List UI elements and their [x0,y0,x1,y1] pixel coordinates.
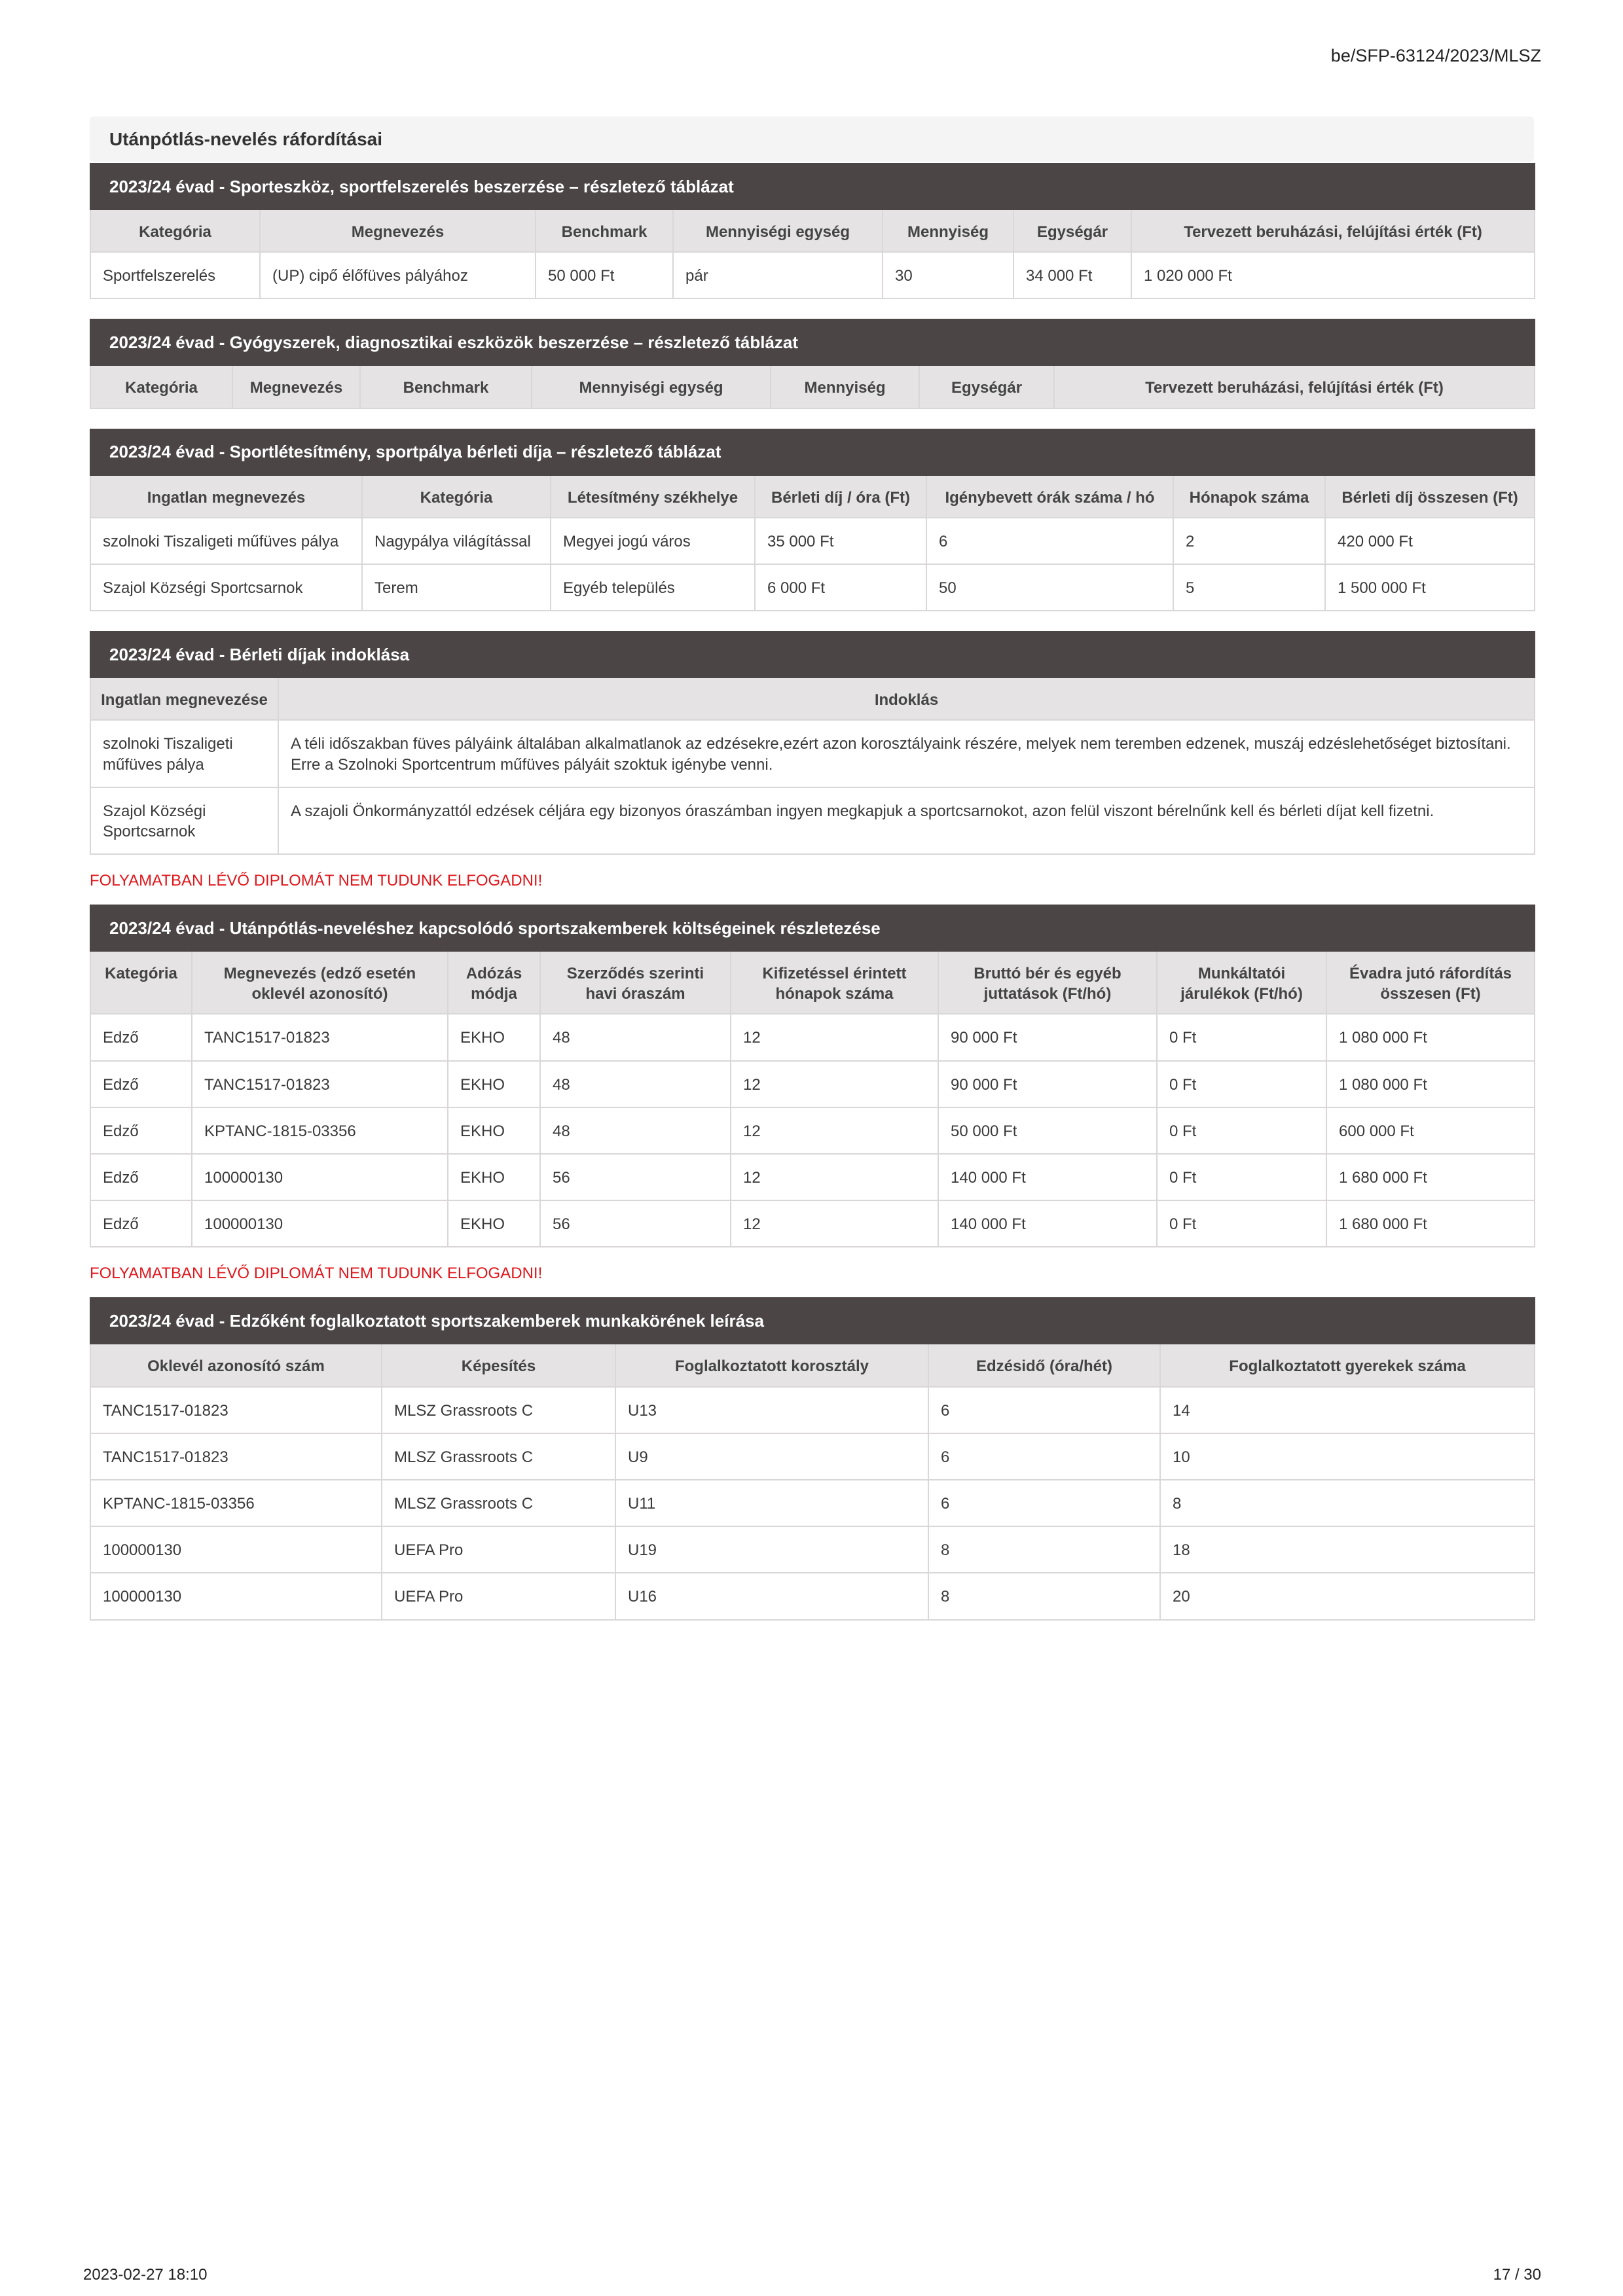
table-cell: 100000130 [90,1526,382,1573]
table-cell: 100000130 [192,1154,448,1200]
table-cell: Edző [90,1061,192,1107]
table-cell: U9 [615,1433,928,1480]
table-cell: 100000130 [90,1573,382,1619]
table-title: 2023/24 évad - Sportlétesítmény, sportpálya bérleti díja – részletező táblázat [90,429,1535,475]
table-cell: 420 000 Ft [1325,518,1535,564]
table-cell: Sportfelszerelés [90,252,260,298]
column-header: Munkáltatói járulékok (Ft/hó) [1157,951,1326,1014]
table-cell: MLSZ Grassroots C [382,1480,615,1526]
medical-equipment-table [90,319,1535,408]
table-cell: 35 000 Ft [755,518,926,564]
table-cell: 10 [1160,1433,1535,1480]
column-header: Képesítés [382,1344,615,1386]
table-title: 2023/24 évad - Utánpótlás-neveléshez kapcsolódó sportszakemberek költségeinek részletezése [90,905,1535,951]
column-header: Ingatlan megnevezése [90,677,278,720]
staff-costs-table [90,905,1535,1247]
table-cell: 20 [1160,1573,1535,1619]
table-cell: 34 000 Ft [1013,252,1131,298]
table-cell: Edző [90,1200,192,1247]
table-cell: (UP) cipő élőfüves pályához [260,252,536,298]
table-cell: Terem [362,564,551,611]
column-header: Kategória [362,475,551,518]
table-cell: 6 000 Ft [755,564,926,611]
table-cell: TANC1517-01823 [90,1387,382,1433]
table-cell: szolnoki Tiszaligeti műfüves pálya [90,518,362,564]
column-header: Ingatlan megnevezés [90,475,362,518]
table-cell: Edző [90,1014,192,1060]
column-header: Foglalkoztatott korosztály [615,1344,928,1386]
table-cell: 50 [926,564,1173,611]
table-row [90,1433,1535,1480]
table-cell: 0 Ft [1157,1061,1326,1107]
column-header: Évadra jutó ráfordítás összesen (Ft) [1326,951,1535,1014]
column-header: Benchmark [360,365,532,408]
table-cell: EKHO [448,1200,540,1247]
table-cell: 140 000 Ft [938,1200,1157,1247]
table-row [90,1107,1535,1154]
column-header: Megnevezés (edző esetén oklevél azonosító) [192,951,448,1014]
table-row [90,1480,1535,1526]
table-cell: 0 Ft [1157,1154,1326,1200]
justification-text: A téli időszakban füves pályáink általában alkalmatlanok az edzésekre,ezért azon korosztályaink részére, melyek nem teremben edzenek, muszáj edzéslehetőséget biztosítani. Erre a Szolnoki Sportcentrum műfüves pályáit szoktuk igénybe venni. [278,720,1535,787]
table-cell: szolnoki Tiszaligeti műfüves pálya [90,720,278,787]
table-cell: 50 000 Ft [938,1107,1157,1154]
table-cell: 90 000 Ft [938,1061,1157,1107]
table-cell: 12 [731,1200,938,1247]
table-cell: EKHO [448,1014,540,1060]
column-header: Kifizetéssel érintett hónapok száma [731,951,938,1014]
table-cell: 140 000 Ft [938,1154,1157,1200]
table-row [90,1387,1535,1433]
page-content [90,117,1534,1621]
table-cell: 12 [731,1107,938,1154]
column-header: Bérleti díj / óra (Ft) [755,475,926,518]
justification-text: A szajoli Önkormányzattól edzések céljára egy bizonyos óraszámban ingyen megkapjuk a sportcsarnokot, azon felül viszont bérelnűnk kell és bérleti díjat kell fizetni. [278,787,1535,854]
table-row [90,1200,1535,1247]
table-cell: KPTANC-1815-03356 [90,1480,382,1526]
table-cell: Szajol Községi Sportcsarnok [90,787,278,854]
table-cell: 48 [540,1107,731,1154]
column-header: Indoklás [278,677,1535,720]
table-cell: U16 [615,1573,928,1619]
table-cell: 6 [928,1480,1160,1526]
table-cell: 0 Ft [1157,1014,1326,1060]
table-cell: 2 [1173,518,1325,564]
table-title: 2023/24 évad - Edzőként foglalkoztatott sportszakemberek munkakörének leírása [90,1298,1535,1344]
column-header: Tervezett beruházási, felújítási érték (Ft) [1054,365,1535,408]
table-cell: U11 [615,1480,928,1526]
table-cell: TANC1517-01823 [90,1433,382,1480]
table-cell: U13 [615,1387,928,1433]
table-cell: MLSZ Grassroots C [382,1387,615,1433]
table-cell: MLSZ Grassroots C [382,1433,615,1480]
table-cell: TANC1517-01823 [192,1061,448,1107]
column-header: Kategória [90,209,260,252]
table-cell: 1 680 000 Ft [1326,1154,1535,1200]
table-cell: 1 500 000 Ft [1325,564,1535,611]
column-header: Mennyiségi egység [673,209,883,252]
column-header: Adózás módja [448,951,540,1014]
table-cell: 5 [1173,564,1325,611]
warning-notice: FOLYAMATBAN LÉVŐ DIPLOMÁT NEM TUDUNK ELFOGADNI! [90,872,543,890]
equipment-table [90,163,1535,299]
table-cell: U19 [615,1526,928,1573]
column-header: Egységár [919,365,1054,408]
table-cell: 30 [883,252,1013,298]
column-header: Mennyiségi egység [532,365,771,408]
table-cell: 48 [540,1014,731,1060]
column-header: Szerződés szerinti havi óraszám [540,951,731,1014]
table-row [90,252,1535,298]
page-number: 17 / 30 [1493,2266,1541,2284]
table-cell: 56 [540,1200,731,1247]
table-cell: 1 080 000 Ft [1326,1014,1535,1060]
table-cell: 90 000 Ft [938,1014,1157,1060]
table-cell: 12 [731,1014,938,1060]
column-header: Megnevezés [232,365,360,408]
column-header: Foglalkoztatott gyerekek száma [1160,1344,1535,1386]
warning-notice: FOLYAMATBAN LÉVŐ DIPLOMÁT NEM TUDUNK ELFOGADNI! [90,1265,543,1283]
table-cell: 12 [731,1154,938,1200]
table-cell: 600 000 Ft [1326,1107,1535,1154]
table-row [90,787,1535,854]
column-header: Benchmark [536,209,673,252]
table-row [90,564,1535,611]
table-cell: 12 [731,1061,938,1107]
table-cell: UEFA Pro [382,1526,615,1573]
table-cell: 8 [928,1526,1160,1573]
table-row [90,1061,1535,1107]
table-cell: 56 [540,1154,731,1200]
table-row [90,1526,1535,1573]
table-cell: 48 [540,1061,731,1107]
table-cell: 1 680 000 Ft [1326,1200,1535,1247]
column-header: Bérleti díj összesen (Ft) [1325,475,1535,518]
table-cell: EKHO [448,1061,540,1107]
column-header: Megnevezés [260,209,536,252]
table-cell: 6 [926,518,1173,564]
table-row [90,518,1535,564]
column-header: Létesítmény székhelye [551,475,755,518]
column-header: Kategória [90,365,232,408]
column-header: Kategória [90,951,192,1014]
table-cell: 0 Ft [1157,1107,1326,1154]
table-row [90,1154,1535,1200]
table-cell: 14 [1160,1387,1535,1433]
table-cell: Megyei jogú város [551,518,755,564]
table-title: 2023/24 évad - Gyógyszerek, diagnosztikai eszközök beszerzése – részletező táblázat [90,319,1535,365]
table-cell: pár [673,252,883,298]
section-title: Utánpótlás-nevelés ráfordításai [90,117,1534,162]
column-header: Mennyiség [771,365,919,408]
rental-justification-table [90,631,1535,855]
facility-rental-table [90,429,1535,612]
coach-role-table [90,1297,1535,1620]
table-cell: 0 Ft [1157,1200,1326,1247]
table-cell: Nagypálya világítással [362,518,551,564]
table-cell: Edző [90,1107,192,1154]
column-header: Mennyiség [883,209,1013,252]
table-cell: 50 000 Ft [536,252,673,298]
table-cell: Szajol Községi Sportcsarnok [90,564,362,611]
table-row [90,1573,1535,1619]
table-cell: 8 [928,1573,1160,1619]
table-cell: KPTANC-1815-03356 [192,1107,448,1154]
table-cell: TANC1517-01823 [192,1014,448,1060]
table-cell: 8 [1160,1480,1535,1526]
document-reference: be/SFP-63124/2023/MLSZ [1330,46,1541,65]
table-cell: 6 [928,1433,1160,1480]
table-cell: 100000130 [192,1200,448,1247]
table-cell: EKHO [448,1107,540,1154]
table-cell: UEFA Pro [382,1573,615,1619]
table-row [90,720,1535,787]
table-cell: Egyéb település [551,564,755,611]
table-cell: EKHO [448,1154,540,1200]
table-title: 2023/24 évad - Sporteszköz, sportfelszerelés beszerzése – részletező táblázat [90,164,1535,209]
table-title: 2023/24 évad - Bérleti díjak indoklása [90,632,1535,677]
table-cell: 6 [928,1387,1160,1433]
column-header: Tervezett beruházási, felújítási érték (Ft) [1131,209,1535,252]
table-cell: 1 080 000 Ft [1326,1061,1535,1107]
table-cell: Edző [90,1154,192,1200]
column-header: Igénybevett órák száma / hó [926,475,1173,518]
table-cell: 1 020 000 Ft [1131,252,1535,298]
column-header: Edzésidő (óra/hét) [928,1344,1160,1386]
column-header: Bruttó bér és egyéb juttatások (Ft/hó) [938,951,1157,1014]
column-header: Oklevél azonosító szám [90,1344,382,1386]
table-cell: 18 [1160,1526,1535,1573]
footer-timestamp: 2023-02-27 18:10 [83,2266,208,2284]
column-header: Egységár [1013,209,1131,252]
table-row [90,1014,1535,1060]
column-header: Hónapok száma [1173,475,1325,518]
